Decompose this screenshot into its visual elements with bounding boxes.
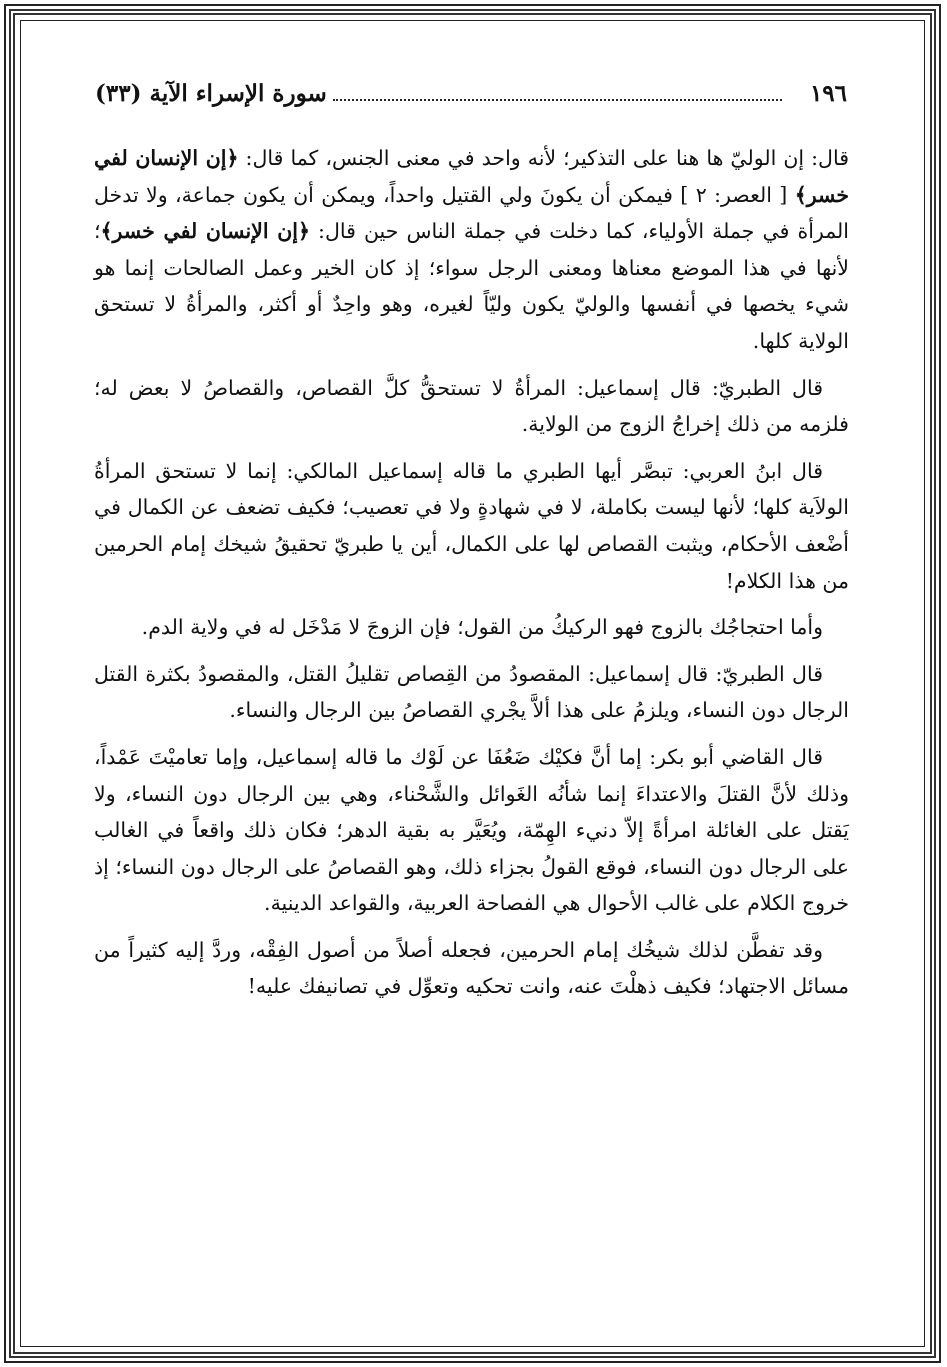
quran-verse: ﴿إن الإنسان لفي خسر﴾ <box>100 219 310 244</box>
page-header <box>95 80 847 120</box>
paragraph-text: [ العصر: ٢ ] فيمكن أن يكونَ ولي القتيل واحداً، ويمكن أن يكون جماعة، ولا تدخل المرأة في جملة الأولياء، كما دخلت في جملة الناس حين قال: <box>94 182 849 244</box>
paragraph-6: قال القاضي أبو بكر: إما أنَّ فكيْك ضَعُفَا عن لَوْك ما قاله إسماعيل، وإما تعاميْتَ عَمْداً، وذلك لأنَّ القتلَ والاعتداءَ إنما شأنُه الغَوائل والشَّحْناء، وهي بين الرجال دون النساء، ولا يَقتل على الغائلة امرأةً إلاّ دنيء الهِمّة، ويُعَيَّر به بقية الدهر؛ فكان ذلك واقعاً في الغالب على الرجال دون النساء، فوقع القولُ بجزاء ذلك، وهو القصاصُ على الرجال دون النساء؛ إذ خروج الكلام على غالب الأحوال هي الفصاحة العربية، والقواعد الدينية. <box>94 744 849 916</box>
paragraph-5: قال الطبريّ: قال إسماعيل: المقصودُ من القِصاص تقليلُ القتل، والمقصودُ بكثرة القتل الرجال دون النساء، ويلزمُ على هذا ألاَّ يجْري القصاصُ بين الرجال والنساء. <box>94 661 849 723</box>
paragraph-7: وقد تفطَّن لذلك شيخُك إمام الحرمين، فجعله أصلاً من أصول الفِقْه، وردَّ إليه كثيراً من مسائل الاجتهاد؛ فكيف ذهلْتَ عنه، وانت تحكيه وتعوِّل في تصانيفك عليه! <box>94 937 849 999</box>
paragraph-3: قال ابنُ العربي: تبصَّر أيها الطبري ما قاله إسماعيل المالكي: إنما لا تستحق المرأةُ الولاَية كلها؛ لأنها ليست بكاملة، لا في شهادةٍ ولا في تعصيب؛ فكيف تضعف عن الكمال في أضْعف الأحكام، ويثبت القصاص لها على الكمال، أين يا طبريّ تحقيقُ شيخك إمام الحرمين من هذا الكلام! <box>94 458 849 593</box>
paragraph-2: قال الطبريّ: قال إسماعيل: المرأةُ لا تستحقُّ كلَّ القصاص، والقصاصُ لا بعض له؛ فلزمه من ذلك إخراجُ الزوج من الولاية. <box>94 375 849 437</box>
page-title: سورة الإسراء الآية (٣٣) <box>95 80 327 107</box>
paragraph-text: ؛ لأنها في هذا الموضع معناها ومعنى الرجل سواء؛ إذ كان الخير وعمل الصالحات إنما هو شيء يخصها في أنفسها والوليّ يكون وليّاً لغيره، وهو واحِدٌ أو أكثر، والمرأةُ لا تستحق الولاية كلها. <box>94 219 849 353</box>
quran-verse: ﴿إن الإنسان لفي خسر﴾ <box>94 146 849 207</box>
page-number: ١٩٦ <box>809 80 847 107</box>
paragraph-1 <box>94 140 849 360</box>
paragraph-4: وأما احتجاجُك بالزوج فهو الركيكُ من القول؛ فإن الزوجَ لا مَدْخَل له في ولاية الدم. <box>141 615 823 640</box>
page-body <box>94 140 849 1300</box>
paragraph-text: قال: إن الوليّ ها هنا على التذكير؛ لأنه واحد في معنى الجنس، كما قال: <box>238 146 849 170</box>
header-dotted-leader <box>333 87 782 101</box>
